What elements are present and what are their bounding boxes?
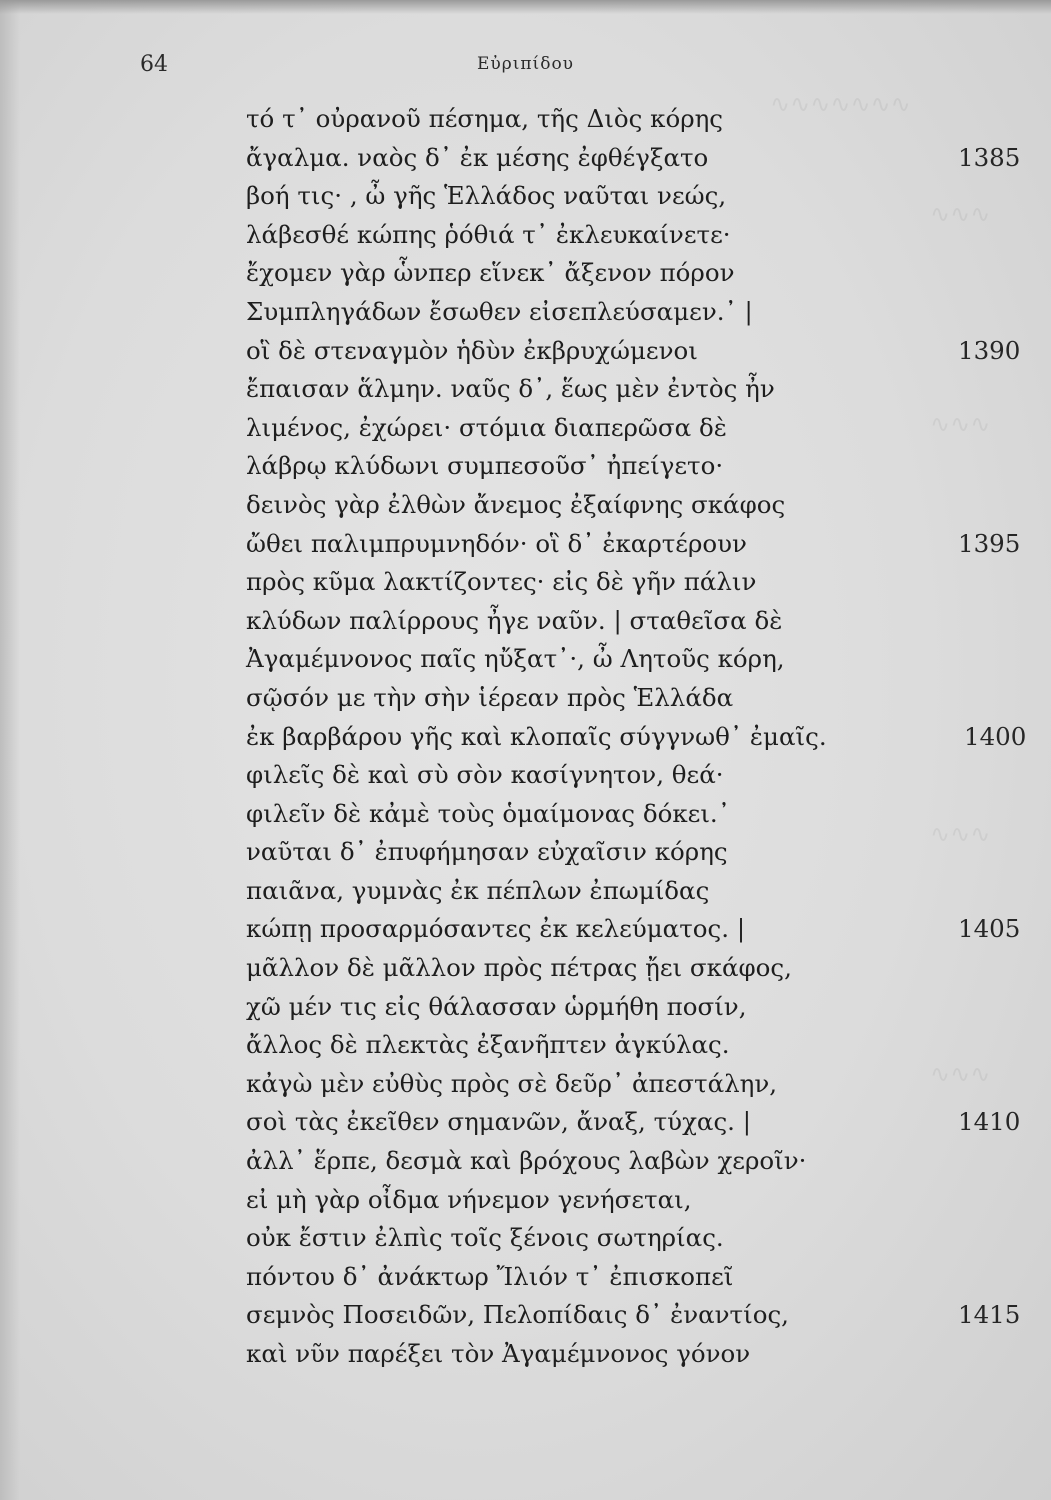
line-number: 1400: [964, 721, 1027, 751]
show-through-text: ∿∿∿: [930, 200, 991, 228]
verse-text: λάβρῳ κλύδωνι συμπεσοῦσ᾽ ἠπείγετο·: [246, 451, 724, 481]
line-number: 1405: [958, 914, 1021, 944]
verse-text: παιᾶνα, γυμνὰς ἐκ πέπλων ἐπωμίδας: [246, 875, 710, 905]
verse-line: [246, 1296, 1046, 1335]
verse-line: [246, 1026, 1046, 1065]
verse-line: [246, 100, 1046, 139]
verse-text: ναῦται δ᾽ ἐπυφήμησαν εὐχαῖσιν κόρης: [246, 837, 728, 867]
verse-line: [246, 370, 1046, 409]
verse-text: εἰ μὴ γὰρ οἶδμα νήνεμον γενήσεται,: [246, 1184, 692, 1214]
running-head: Εὐριπίδου: [476, 54, 575, 74]
verse-text: μᾶλλον δὲ μᾶλλον πρὸς πέτρας ᾔει σκάφος,: [246, 953, 792, 983]
verse-text: κἀγὼ μὲν εὐθὺς πρὸς σὲ δεῦρ᾽ ἀπεστάλην,: [246, 1068, 778, 1098]
verse-line: [246, 1065, 1046, 1104]
verse-text: οἳ δὲ στεναγμὸν ἡδὺν ἐκβρυχώμενοι: [246, 335, 698, 365]
verse-text: κλύδων παλίρρους ἦγε ναῦν. | σταθεῖσα δὲ: [246, 605, 783, 635]
verse-line: [246, 1258, 1046, 1297]
verse-line: [246, 1181, 1046, 1220]
verse-line: [246, 139, 1046, 178]
verse-text: ἀλλ᾽ ἕρπε, δεσμὰ καὶ βρόχους λαβὼν χεροῖν·: [246, 1146, 807, 1176]
verse-text: καὶ νῦν παρέξει τὸν Ἀγαμέμνονος γόνον: [246, 1339, 751, 1368]
line-number: 1395: [958, 528, 1021, 558]
verse-text: σεμνὸς Ποσειδῶν, Πελοπίδαις δ᾽ ἐναντίος,: [246, 1300, 789, 1330]
verse-text: δεινὸς γὰρ ἐλθὼν ἄνεμος ἐξαίφνης σκάφος: [246, 489, 786, 519]
verse-text: βοή τις· , ὦ γῆς Ἑλλάδος ναῦται νεώς,: [246, 181, 727, 211]
verse-text: λάβεσθέ κώπης ῥόθιά τ᾽ ἐκλευκαίνετε·: [246, 219, 731, 249]
verse-line: [246, 718, 1046, 757]
verse-line: [246, 756, 1046, 795]
verse-text: ἐκ βαρβάρου γῆς καὶ κλοπαῖς σύγγνωθ᾽ ἐμαῖς.: [246, 721, 827, 751]
line-number: 1390: [958, 335, 1021, 365]
line-number: 1385: [958, 142, 1021, 172]
show-through-text: ∿∿∿∿∿∿∿: [770, 90, 911, 118]
page-left-shadow: [0, 0, 20, 1500]
verse-text: φιλεῖς δὲ καὶ σὺ σὸν κασίγνητον, θεά·: [246, 760, 724, 790]
show-through-text: ∿∿∿: [930, 410, 991, 438]
verse-text: οὐκ ἔστιν ἐλπὶς τοῖς ξένοις σωτηρίας.: [246, 1223, 724, 1253]
verse-text: ὤθει παλιμπρυμνηδόν· οἳ δ᾽ ἐκαρτέρουν: [246, 528, 747, 558]
verse-text: κώπῃ προσαρμόσαντες ἐκ κελεύματος. |: [246, 914, 746, 944]
verse-text: χῶ μέν τις εἰς θάλασσαν ὡρμήθη ποσίν,: [246, 991, 747, 1021]
verse-text: τό τ᾽ οὐρανοῦ πέσημα, τῆς Διὸς κόρης: [246, 104, 724, 133]
verse-line: [246, 949, 1046, 988]
verse-text: ἔπαισαν ἅλμην. ναῦς δ᾽, ἕως μὲν ἐντὸς ἦν: [246, 374, 775, 404]
verse-text: πρὸς κῦμα λακτίζοντες· εἰς δὲ γῆν πάλιν: [246, 567, 757, 597]
verse-text: σῷσόν με τὴν σὴν ἱέρεαν πρὸς Ἑλλάδα: [246, 682, 734, 712]
verse-line: [246, 679, 1046, 718]
verse-line: [246, 1142, 1046, 1181]
verse-line: [246, 254, 1046, 293]
verse-text: ἔχομεν γὰρ ὧνπερ εἵνεκ᾽ ἄξενον πόρον: [246, 258, 735, 288]
verse-line: [246, 988, 1046, 1027]
verse-line: [246, 640, 1046, 679]
line-number: 1410: [958, 1107, 1021, 1137]
verse-block: [246, 100, 1046, 1374]
show-through-text: ∿∿∿: [930, 820, 991, 848]
verse-line: [246, 1103, 1046, 1142]
verse-text: ἄγαλμα. ναὸς δ᾽ ἐκ μέσης ἐφθέγξατο: [246, 142, 709, 172]
verse-text: Ἀγαμέμνονος παῖς ηὔξατ᾽·, ὦ Λητοῦς κόρη,: [246, 644, 785, 674]
verse-line: [246, 602, 1046, 641]
verse-line: [246, 525, 1046, 564]
verse-line: [246, 795, 1046, 834]
verse-line: [246, 1335, 1046, 1374]
verse-line: [246, 332, 1046, 371]
verse-line: [246, 563, 1046, 602]
verse-line: [246, 833, 1046, 872]
page-number: 64: [140, 52, 168, 77]
page-top-shadow: [0, 0, 1051, 14]
verse-text: πόντου δ᾽ ἀνάκτωρ Ἴλιόν τ᾽ ἐπισκοπεῖ: [246, 1261, 734, 1291]
verse-line: [246, 486, 1046, 525]
verse-line: [246, 216, 1046, 255]
verse-line: [246, 177, 1046, 216]
verse-text: Συμπληγάδων ἔσωθεν εἰσεπλεύσαμεν.᾽ |: [246, 296, 753, 326]
verse-text: λιμένος, ἐχώρει· στόμια διαπερῶσα δὲ: [246, 412, 727, 442]
verse-line: [246, 293, 1046, 332]
verse-text: φιλεῖν δὲ κἀμὲ τοὺς ὁμαίμονας δόκει.᾽: [246, 798, 730, 828]
verse-text: ἄλλος δὲ πλεκτὰς ἐξανῆπτεν ἀγκύλας.: [246, 1030, 730, 1060]
verse-text: σοὶ τὰς ἐκεῖθεν σημανῶν, ἄναξ, τύχας. |: [246, 1107, 752, 1137]
show-through-text: ∿∿∿: [930, 1060, 991, 1088]
line-number: 1415: [958, 1300, 1021, 1330]
verse-line: [246, 910, 1046, 949]
verse-line: [246, 409, 1046, 448]
verse-line: [246, 447, 1046, 486]
verse-line: [246, 1219, 1046, 1258]
verse-line: [246, 872, 1046, 911]
